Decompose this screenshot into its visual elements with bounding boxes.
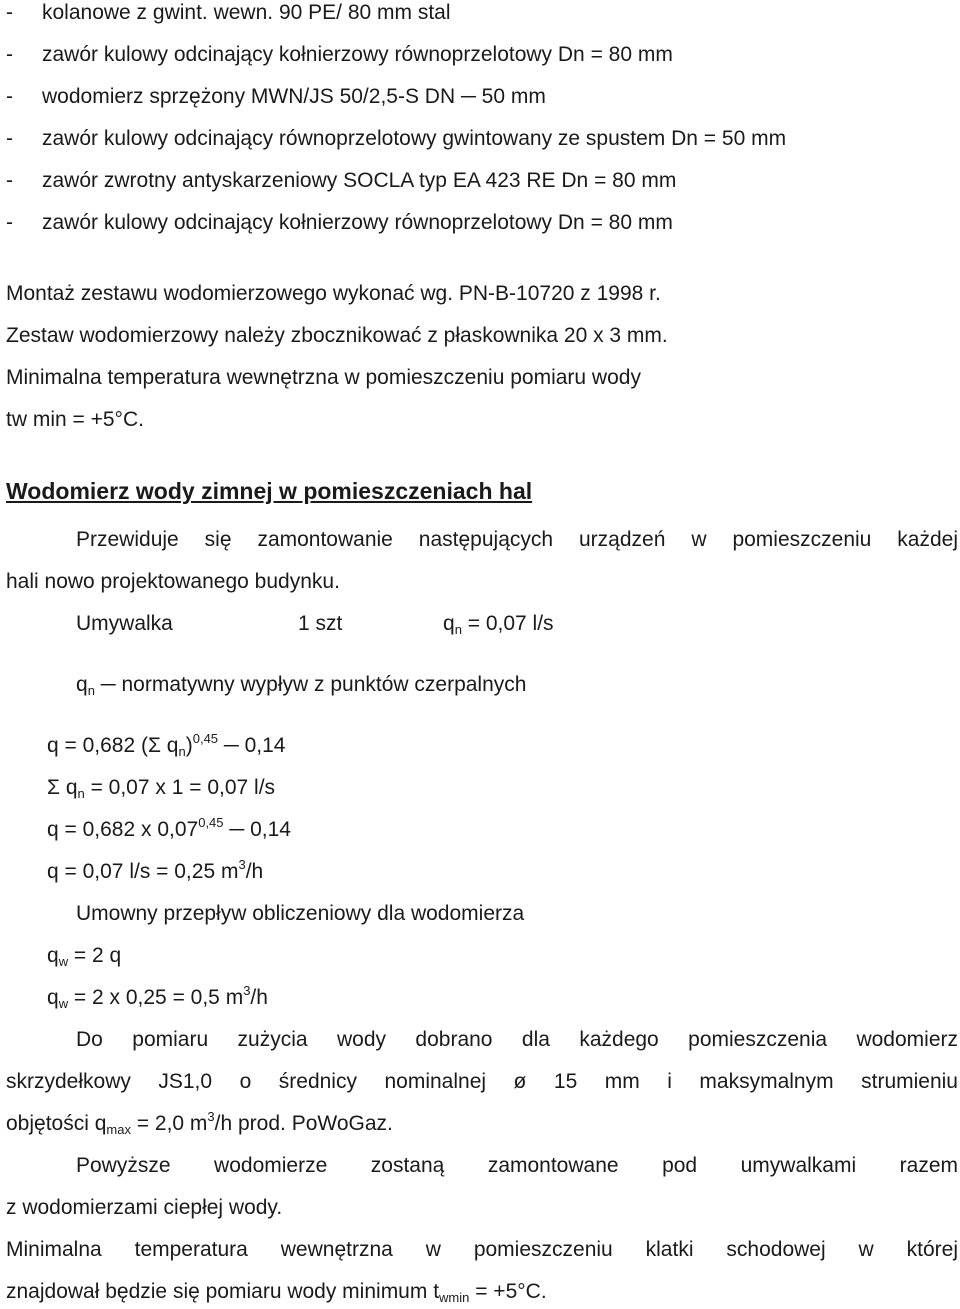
list-item: - kolanowe z gwint. wewn. 90 PE/ 80 mm stal	[6, 1, 451, 24]
montage-line: Zestaw wodomierzowy należy zbocznikować z płaskownika 20 x 3 mm.	[6, 324, 668, 347]
qw-formula-1: $q_w = 2$ q	[47, 944, 122, 969]
mount-line: Powyższe wodomierze zostaną zamontowane pod umywalkami razem	[76, 1154, 958, 1177]
montage-line: tw min = +5°C.	[6, 408, 144, 431]
section-heading: Wodomierz wody zimnej w pomieszczeniach hal	[6, 478, 533, 504]
formula-4: q = 0,07 l/s = 0,25 $m^3/h$	[47, 857, 264, 883]
fixture-name: Umywalka	[76, 612, 173, 635]
intro-line: Przewiduje się zamontowanie następujących urządzeń w pomieszczeniu każdej	[76, 528, 958, 551]
montage-line: Montaż zestawu wodomierzowego wykonać wg. PN-B-10720 z 1998 r.	[6, 282, 661, 305]
temperature-line: Minimalna temperatura wewnętrzna w pomieszczeniu klatki schodowej w której	[6, 1238, 958, 1261]
fixture-row: Umywalka 1 szt $q_n = 0,07$ l/s	[76, 612, 554, 637]
qn-definition: $q_n$ ─ normatywny wypływ z punktów czerpalnych	[76, 673, 527, 698]
meter-line: skrzydełkowy JS1,0 o średnicy nominalnej ø 15 mm i maksymalnym strumieniu	[6, 1070, 958, 1093]
flow-label: Umowny przepływ obliczeniowy dla wodomierza	[76, 902, 525, 925]
meter-line: Do pomiaru zużycia wody dobrano dla każdego pomieszczenia wodomierz	[76, 1028, 958, 1051]
qw-formula-2: $q_w = 2$ x 0,25 = 0,5 $m^3/h$	[47, 983, 268, 1011]
list-item: - zawór kulowy odcinający kołnierzowy równoprzelotowy Dn = 80 mm	[6, 43, 673, 66]
intro-line: hali nowo projektowanego budynku.	[6, 570, 340, 593]
formula-3: q = 0,682 x 0,07$^{0,45}$ ─ 0,14	[47, 815, 291, 841]
list-item: - zawór kulowy odcinający kołnierzowy równoprzelotowy Dn = 80 mm	[6, 211, 673, 234]
mount-line: z wodomierzami ciepłej wody.	[6, 1196, 283, 1219]
temperature-line: znajdował będzie się pomiaru wody minimum $t_{wmin} = +5^\circ C$.	[6, 1280, 547, 1305]
montage-line: Minimalna temperatura wewnętrzna w pomieszczeniu pomiaru wody	[6, 366, 641, 389]
list-item: - wodomierz sprzężony MWN/JS 50/2,5-S DN ─ 50 mm	[6, 85, 546, 108]
list-item: - zawór kulowy odcinający równoprzelotowy gwintowany ze spustem Dn = 50 mm	[6, 127, 787, 150]
formula-2: Σ $q_n = 0,07$ x 1 = 0,07 l/s	[47, 776, 276, 801]
formula-1: q = 0,682 (Σ $q_n)^{0,45}$ ─ 0,14	[47, 731, 286, 759]
fixture-count: 1 szt	[298, 612, 343, 635]
meter-line: objętości $q_{max} = 2,0$ $m^3/h$ prod. PoWoGaz.	[6, 1109, 393, 1137]
list-item: - zawór zwrotny antyskarzeniowy SOCLA typ EA 423 RE Dn = 80 mm	[6, 169, 677, 192]
